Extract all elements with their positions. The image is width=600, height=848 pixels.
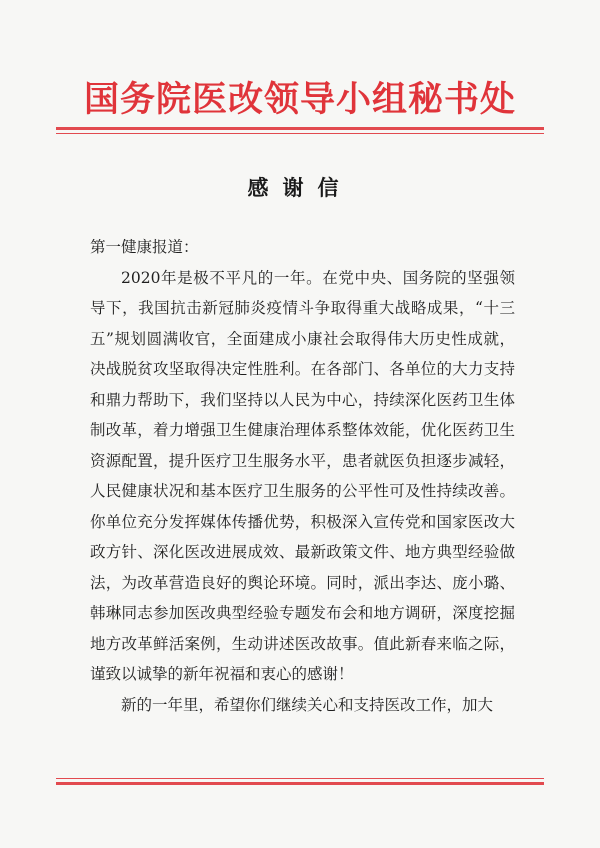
footer-rule-top — [56, 778, 544, 779]
footer-rule-bottom — [56, 782, 544, 785]
letterhead-rule-top — [56, 127, 544, 130]
document-title: 感谢信 — [247, 176, 353, 200]
letterhead-org-name: 国务院医改领导小组秘书处 — [83, 79, 516, 120]
letter-body — [90, 232, 515, 720]
paragraph-1: 2020年是极不平凡的一年。在党中央、国务院的坚强领导下，我国抗击新冠肺炎疫情斗争取得重大战略成果，“十三五”规划圆满收官，全面建成小康社会取得伟大历史性成就，决战脱贫攻坚取得决定性胜利。在各部门、各单位的大力支持和鼎力帮助下，我们坚持以人民为中心，持续深化医药卫生体制改革，着力增强卫生健康治理体系整体效能，优化医药卫生资源配置，提升医疗卫生服务水平，患者就医负担逐步减轻，人民健康状况和基本医疗卫生服务的公平性可及性持续改善。你单位充分发挥媒体传播优势，积极深入宣传党和国家医改大政方针、深化医改进展成效、最新政策文件、地方典型经验做法，为改革营造良好的舆论环境。同时，派出李达、庞小璐、韩琳同志参加医改典型经验专题发布会和地方调研，深度挖掘地方改革鲜活案例，生动讲述医改故事。值此新春来临之际，谨致以诚挚的新年祝福和衷心的感谢！ — [90, 268, 515, 683]
letterhead-rule-bottom — [56, 133, 544, 134]
salutation: 第一健康报道： — [90, 238, 199, 256]
paragraph-2: 新的一年里，希望你们继续关心和支持医改工作，加大 — [121, 695, 494, 714]
